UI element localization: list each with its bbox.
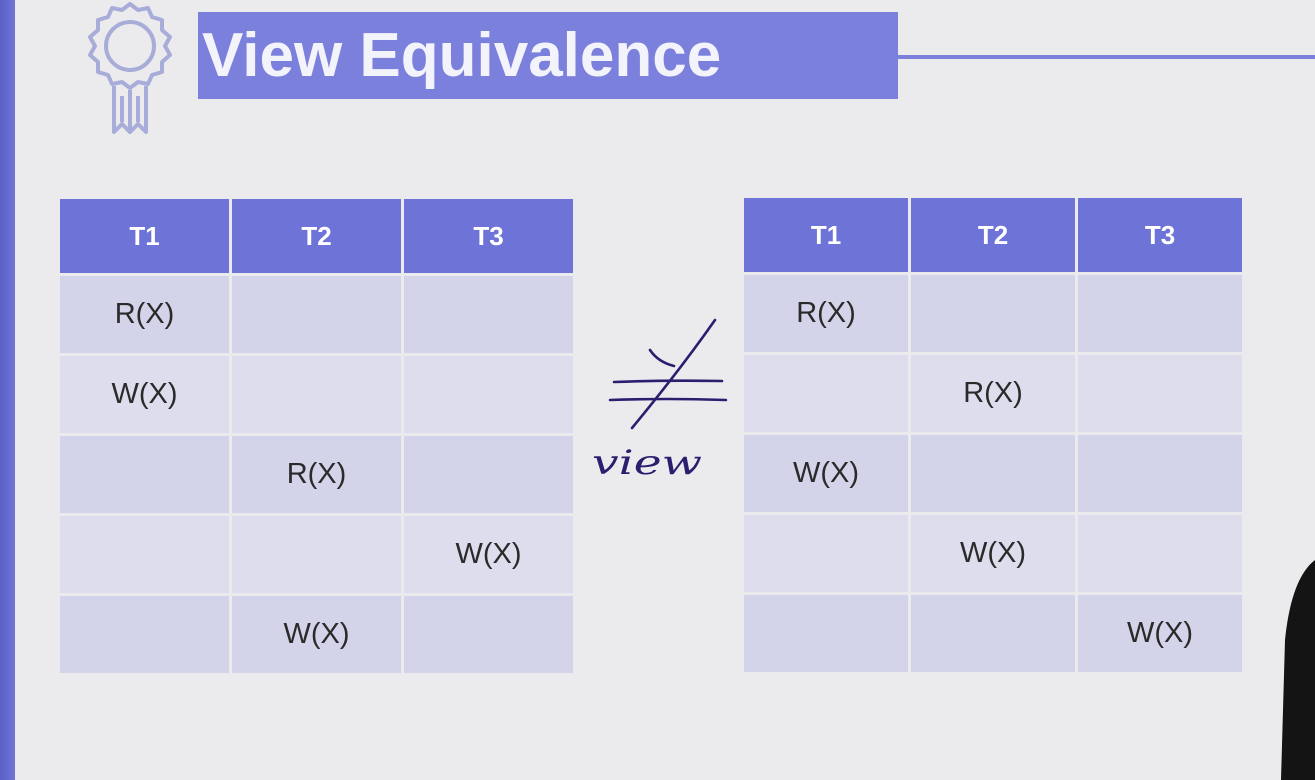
title-underline-rule [898, 55, 1315, 59]
table-cell: R(X) [60, 276, 229, 353]
table-cell [911, 595, 1075, 672]
table-cell: R(X) [232, 436, 401, 513]
header-t2: T2 [911, 198, 1075, 272]
table-cell [1078, 355, 1242, 432]
table-cell [404, 436, 573, 513]
table-cell [1078, 435, 1242, 512]
schedule-table-right [741, 195, 1245, 675]
table-row [60, 436, 573, 513]
table-cell [911, 435, 1075, 512]
handwritten-view-text: view [592, 443, 702, 483]
left-accent-stripe [0, 0, 15, 780]
table-cell [1078, 515, 1242, 592]
page-title: View Equivalence [198, 12, 898, 99]
table-cell [1078, 275, 1242, 352]
table-row [744, 595, 1242, 672]
table-cell: W(X) [911, 515, 1075, 592]
table-cell [744, 515, 908, 592]
table-cell: W(X) [404, 516, 573, 593]
award-ribbon-icon [80, 0, 180, 140]
table-cell: W(X) [1078, 595, 1242, 672]
table-row [60, 516, 573, 593]
table-cell [404, 356, 573, 433]
presenter-silhouette [1275, 560, 1315, 780]
schedule-table-left [57, 196, 576, 676]
table-cell: R(X) [911, 355, 1075, 432]
header-t3: T3 [1078, 198, 1242, 272]
table-row [744, 435, 1242, 512]
header-t2: T2 [232, 199, 401, 273]
table-cell [404, 276, 573, 353]
table-cell [60, 436, 229, 513]
table-cell [232, 276, 401, 353]
header-t3: T3 [404, 199, 573, 273]
table-cell: W(X) [232, 596, 401, 673]
table-cell [60, 516, 229, 593]
table-cell [744, 355, 908, 432]
table-row [60, 356, 573, 433]
header-row [60, 199, 573, 273]
table-cell [60, 596, 229, 673]
header-t1: T1 [60, 199, 229, 273]
header-t1: T1 [744, 198, 908, 272]
handwritten-view-note [590, 440, 710, 485]
table-cell [744, 595, 908, 672]
table-row [744, 355, 1242, 432]
table-cell: W(X) [744, 435, 908, 512]
table-cell: R(X) [744, 275, 908, 352]
table-row [744, 515, 1242, 592]
table-cell [232, 516, 401, 593]
table-row [744, 275, 1242, 352]
table-cell [911, 275, 1075, 352]
table-row [60, 276, 573, 353]
table-cell [232, 356, 401, 433]
table-row [60, 596, 573, 673]
table-cell [404, 596, 573, 673]
table-cell: W(X) [60, 356, 229, 433]
header-row [744, 198, 1242, 272]
